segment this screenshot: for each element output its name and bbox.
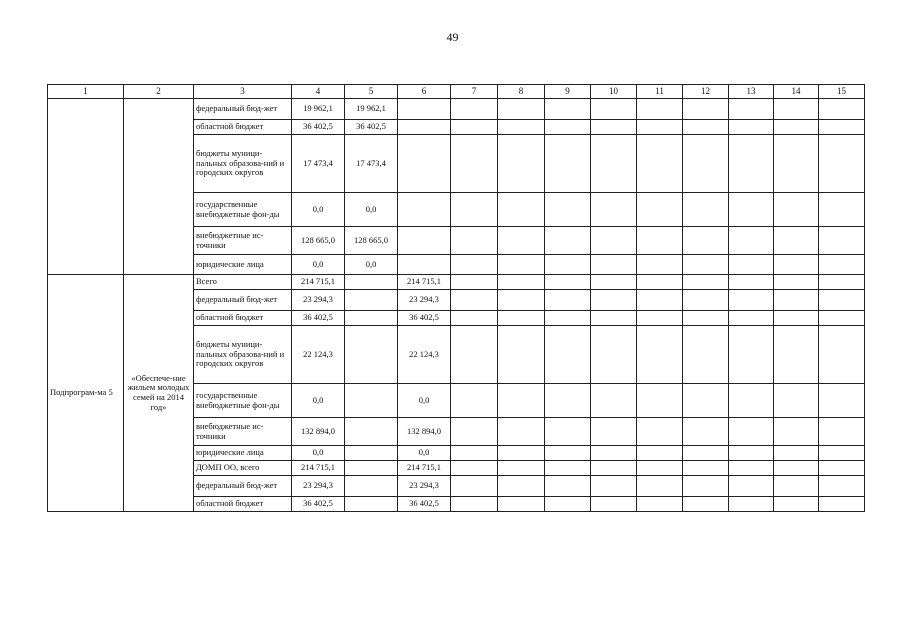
empty-cell (774, 135, 819, 193)
value-col4: 36 402,5 (292, 120, 345, 135)
empty-cell (637, 384, 683, 418)
empty-cell (451, 255, 498, 275)
empty-cell (545, 384, 591, 418)
source-label: областной бюджет (194, 497, 292, 512)
empty-cell (729, 255, 774, 275)
value-col4: 19 962,1 (292, 99, 345, 120)
empty-cell (451, 446, 498, 461)
empty-cell (819, 193, 865, 227)
empty-cell (637, 326, 683, 384)
value-col6: 0,0 (398, 384, 451, 418)
empty-cell (591, 384, 637, 418)
empty-cell (819, 255, 865, 275)
empty-cell (591, 255, 637, 275)
empty-cell (498, 476, 545, 497)
empty-cell (498, 135, 545, 193)
empty-cell (451, 290, 498, 311)
empty-cell (451, 135, 498, 193)
source-label: юридические лица (194, 446, 292, 461)
empty-cell (683, 476, 729, 497)
empty-cell (819, 311, 865, 326)
source-label: областной бюджет (194, 311, 292, 326)
empty-cell (819, 290, 865, 311)
empty-cell (591, 446, 637, 461)
page-number: 49 (446, 30, 459, 44)
value-col6: 36 402,5 (398, 497, 451, 512)
empty-cell (729, 418, 774, 446)
empty-cell (774, 290, 819, 311)
value-col4: 23 294,3 (292, 476, 345, 497)
empty-cell (545, 290, 591, 311)
column-header: 8 (498, 85, 545, 99)
column-header: 13 (729, 85, 774, 99)
value-col4: 17 473,4 (292, 135, 345, 193)
empty-cell (591, 418, 637, 446)
empty-cell (729, 497, 774, 512)
empty-cell (729, 476, 774, 497)
value-col6 (398, 135, 451, 193)
empty-cell (819, 120, 865, 135)
empty-cell (498, 290, 545, 311)
empty-cell (774, 120, 819, 135)
empty-cell (819, 446, 865, 461)
value-col5: 0,0 (345, 255, 398, 275)
empty-cell (545, 461, 591, 476)
column-header: 15 (819, 85, 865, 99)
empty-cell (819, 135, 865, 193)
empty-cell (729, 446, 774, 461)
empty-cell (637, 461, 683, 476)
empty-cell (819, 476, 865, 497)
empty-cell (545, 446, 591, 461)
source-label: ДОМП ОО, всего (194, 461, 292, 476)
empty-cell (774, 227, 819, 255)
empty-cell (451, 326, 498, 384)
column-header: 9 (545, 85, 591, 99)
value-col5 (345, 446, 398, 461)
empty-cell (729, 135, 774, 193)
source-label: юридические лица (194, 255, 292, 275)
value-col6: 23 294,3 (398, 290, 451, 311)
source-label: федеральный бюд-жет (194, 99, 292, 120)
empty-cell (451, 99, 498, 120)
empty-cell (545, 476, 591, 497)
empty-cell (729, 384, 774, 418)
empty-cell (774, 497, 819, 512)
empty-cell (498, 120, 545, 135)
source-label: внебюджетные ис-точники (194, 418, 292, 446)
empty-cell (819, 99, 865, 120)
value-col4: 0,0 (292, 384, 345, 418)
empty-cell (774, 446, 819, 461)
value-col5: 17 473,4 (345, 135, 398, 193)
empty-cell (591, 227, 637, 255)
empty-cell (451, 311, 498, 326)
empty-cell (683, 461, 729, 476)
value-col4: 22 124,3 (292, 326, 345, 384)
empty-cell (683, 446, 729, 461)
empty-cell (451, 120, 498, 135)
empty-cell (729, 99, 774, 120)
empty-cell (498, 99, 545, 120)
program-cell: Подпрограм-ма 5 (48, 275, 124, 512)
value-col4: 0,0 (292, 446, 345, 461)
empty-cell (545, 418, 591, 446)
empty-cell (637, 193, 683, 227)
program-name-cell: «Обеспече-ние жильем молодых семей на 2014 год» (124, 275, 194, 512)
header-row (48, 85, 865, 99)
value-col5 (345, 461, 398, 476)
value-col5 (345, 497, 398, 512)
empty-cell (819, 384, 865, 418)
empty-cell (683, 497, 729, 512)
empty-cell (683, 418, 729, 446)
empty-cell (637, 99, 683, 120)
empty-cell (591, 476, 637, 497)
column-header: 5 (345, 85, 398, 99)
empty-cell (683, 255, 729, 275)
source-label: Всего (194, 275, 292, 290)
source-label: бюджеты муници-пальных образова-ний и городских округов (194, 326, 292, 384)
value-col6: 132 894,0 (398, 418, 451, 446)
empty-cell (498, 311, 545, 326)
empty-cell (683, 311, 729, 326)
empty-cell (545, 227, 591, 255)
empty-cell (683, 290, 729, 311)
empty-cell (591, 135, 637, 193)
empty-cell (591, 461, 637, 476)
empty-cell (637, 497, 683, 512)
empty-cell (498, 497, 545, 512)
source-label: государственные внебюджетные фон-ды (194, 193, 292, 227)
value-col5: 36 402,5 (345, 120, 398, 135)
program-cell (48, 99, 124, 275)
value-col4: 36 402,5 (292, 311, 345, 326)
value-col6: 23 294,3 (398, 476, 451, 497)
empty-cell (729, 311, 774, 326)
source-label: федеральный бюд-жет (194, 290, 292, 311)
empty-cell (819, 227, 865, 255)
empty-cell (498, 227, 545, 255)
empty-cell (498, 326, 545, 384)
value-col4: 36 402,5 (292, 497, 345, 512)
value-col6 (398, 227, 451, 255)
empty-cell (819, 275, 865, 290)
empty-cell (729, 120, 774, 135)
empty-cell (637, 476, 683, 497)
column-header: 12 (683, 85, 729, 99)
empty-cell (498, 193, 545, 227)
value-col5: 0,0 (345, 193, 398, 227)
value-col5: 128 665,0 (345, 227, 398, 255)
empty-cell (729, 227, 774, 255)
value-col6: 36 402,5 (398, 311, 451, 326)
empty-cell (683, 326, 729, 384)
empty-cell (729, 275, 774, 290)
empty-cell (819, 418, 865, 446)
empty-cell (774, 326, 819, 384)
value-col6: 214 715,1 (398, 461, 451, 476)
empty-cell (545, 255, 591, 275)
value-col5: 19 962,1 (345, 99, 398, 120)
empty-cell (774, 384, 819, 418)
empty-cell (591, 120, 637, 135)
value-col4: 132 894,0 (292, 418, 345, 446)
empty-cell (637, 418, 683, 446)
empty-cell (451, 476, 498, 497)
value-col4: 214 715,1 (292, 461, 345, 476)
empty-cell (683, 384, 729, 418)
value-col5 (345, 275, 398, 290)
empty-cell (774, 418, 819, 446)
empty-cell (545, 135, 591, 193)
empty-cell (498, 384, 545, 418)
empty-cell (591, 326, 637, 384)
value-col4: 23 294,3 (292, 290, 345, 311)
empty-cell (591, 99, 637, 120)
source-label: бюджеты муници-пальных образова-ний и городских округов (194, 135, 292, 193)
empty-cell (683, 227, 729, 255)
source-label: областной бюджет (194, 120, 292, 135)
column-header: 1 (48, 85, 124, 99)
empty-cell (498, 275, 545, 290)
empty-cell (637, 227, 683, 255)
empty-cell (774, 461, 819, 476)
empty-cell (683, 120, 729, 135)
column-header: 14 (774, 85, 819, 99)
value-col6: 0,0 (398, 446, 451, 461)
empty-cell (545, 193, 591, 227)
empty-cell (637, 290, 683, 311)
value-col4: 128 665,0 (292, 227, 345, 255)
value-col5 (345, 326, 398, 384)
empty-cell (819, 497, 865, 512)
empty-cell (729, 326, 774, 384)
empty-cell (683, 99, 729, 120)
empty-cell (451, 193, 498, 227)
empty-cell (451, 418, 498, 446)
empty-cell (774, 476, 819, 497)
empty-cell (545, 99, 591, 120)
empty-cell (498, 418, 545, 446)
empty-cell (637, 255, 683, 275)
empty-cell (545, 120, 591, 135)
column-header: 3 (194, 85, 292, 99)
value-col5 (345, 311, 398, 326)
empty-cell (819, 326, 865, 384)
value-col6 (398, 255, 451, 275)
value-col5 (345, 384, 398, 418)
empty-cell (637, 135, 683, 193)
value-col4: 0,0 (292, 193, 345, 227)
empty-cell (637, 275, 683, 290)
empty-cell (774, 311, 819, 326)
empty-cell (545, 311, 591, 326)
empty-cell (591, 290, 637, 311)
empty-cell (591, 275, 637, 290)
empty-cell (451, 461, 498, 476)
empty-cell (774, 255, 819, 275)
empty-cell (729, 461, 774, 476)
source-label: федеральный бюд-жет (194, 476, 292, 497)
empty-cell (545, 326, 591, 384)
value-col6: 22 124,3 (398, 326, 451, 384)
table-row (48, 275, 865, 290)
value-col5 (345, 290, 398, 311)
empty-cell (591, 311, 637, 326)
empty-cell (819, 461, 865, 476)
column-header: 2 (124, 85, 194, 99)
empty-cell (774, 275, 819, 290)
column-header: 4 (292, 85, 345, 99)
empty-cell (774, 193, 819, 227)
value-col6 (398, 99, 451, 120)
column-header: 10 (591, 85, 637, 99)
empty-cell (451, 384, 498, 418)
empty-cell (591, 193, 637, 227)
empty-cell (451, 227, 498, 255)
empty-cell (637, 120, 683, 135)
empty-cell (729, 193, 774, 227)
empty-cell (498, 461, 545, 476)
column-header: 7 (451, 85, 498, 99)
value-col6: 214 715,1 (398, 275, 451, 290)
empty-cell (683, 193, 729, 227)
empty-cell (451, 275, 498, 290)
empty-cell (637, 311, 683, 326)
empty-cell (545, 275, 591, 290)
empty-cell (498, 255, 545, 275)
budget-table (47, 84, 865, 512)
program-name-cell (124, 99, 194, 275)
value-col4: 214 715,1 (292, 275, 345, 290)
empty-cell (637, 446, 683, 461)
empty-cell (729, 290, 774, 311)
empty-cell (545, 497, 591, 512)
value-col5 (345, 476, 398, 497)
empty-cell (451, 497, 498, 512)
source-label: внебюджетные ис-точники (194, 227, 292, 255)
source-label: государственные внебюджетные фон-ды (194, 384, 292, 418)
value-col4: 0,0 (292, 255, 345, 275)
value-col5 (345, 418, 398, 446)
empty-cell (774, 99, 819, 120)
empty-cell (683, 135, 729, 193)
value-col6 (398, 193, 451, 227)
value-col6 (398, 120, 451, 135)
empty-cell (498, 446, 545, 461)
empty-cell (591, 497, 637, 512)
empty-cell (683, 275, 729, 290)
table-row (48, 99, 865, 120)
column-header: 11 (637, 85, 683, 99)
column-header: 6 (398, 85, 451, 99)
